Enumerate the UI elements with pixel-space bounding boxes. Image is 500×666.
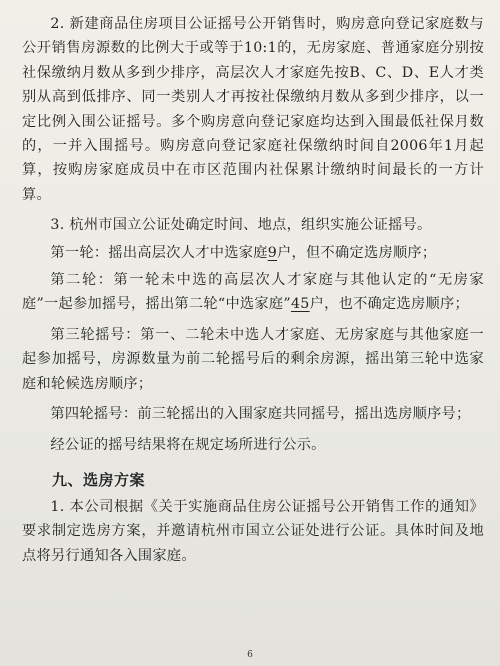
paragraph-round-one [22,241,484,265]
paragraph-publicity: 经公证的摇号结果将在规定场所进行公示。 [50,436,326,453]
round-one-text-end: 户，但不确定选房顺序； [277,244,437,261]
paragraph-round-two [22,268,484,317]
round-one-household-count: 9 [267,244,278,261]
paragraph-lottery-ranking-rules: 2. 新建商品住房项目公证摇号公开销售时，购房意向登记家庭数与公开销售房源数的比例大于或等于10:1的，无房家庭、普通家庭分别按社保缴纳月数从多到少排序，高层次人才家庭先按B、C、D、E人才类别从高到低排序、同一类别人才再按社保缴纳月数从多到少排序，以一定比例入围公证摇号。多个购房意向登记家庭均达到入围最低社保月数的，一并入围摇号。购房意向登记家庭社保缴纳时间自2006年1月起算，按购房家庭成员中在市区范围内社保累计缴纳时间最长的一方计算。 [22,16,484,203]
round-two-household-count: 45 [290,296,310,313]
round-two-text-end: 户，也不确定选房顺序； [309,296,469,313]
page-number: 6 [247,650,253,660]
paragraph-room-selection-plan: 1. 本公司根据《关于实施商品住房公证摇号公开销售工作的通知》要求制定选房方案，并邀请杭州市国立公证处进行公证。具体时间及地点将另行通知各入围家庭。 [22,498,484,564]
section-heading-room-selection: 九、选房方案 [52,470,146,489]
paragraph-notary-lottery: 3. 杭州市国立公证处确定时间、地点，组织实施公证摇号。 [50,217,432,234]
round-one-text-start: 第一轮：摇出高层次人才中选家庭 [50,244,268,261]
round-two-text-start: 第二轮：第一轮未中选的高层次人才家庭与其他认定的“无房家庭”一起参加摇号，摇出第二轮“中选家庭” [22,272,484,313]
paragraph-round-three: 第三轮摇号：第一、二轮未中选人才家庭、无房家庭与其他家庭一起参加摇号，房源数量为前二轮摇号后的剩余房源，摇出第三轮中选家庭和轮候选房顺序； [22,326,484,392]
paragraph-round-four: 第四轮摇号：前三轮摇出的入围家庭共同摇号，摇出选房顺序号； [50,406,471,423]
